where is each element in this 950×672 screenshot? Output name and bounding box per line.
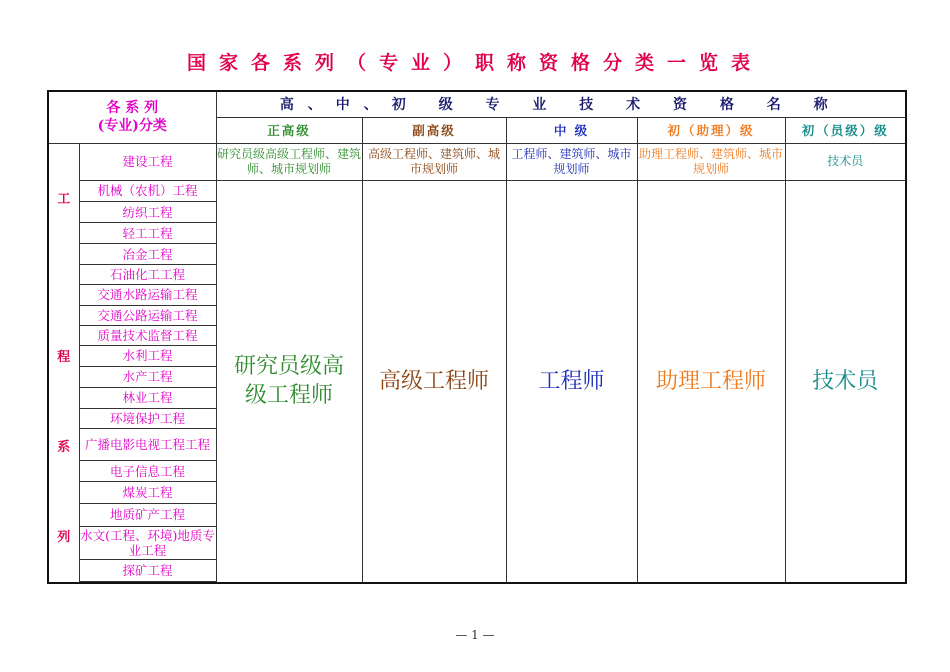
first-row-intermediate: 工程师、建筑师、城市规划师 [506, 143, 637, 180]
first-row-senior: 研究员级高级工程师、建筑师、城市规划师 [216, 143, 362, 180]
blank-cell [79, 581, 216, 583]
series-header [48, 91, 216, 143]
major-name: 电子信息工程 [79, 461, 216, 482]
page-number: — 1 — [455, 628, 495, 642]
side-label-char: 工 [57, 191, 71, 207]
engineering-series-label [48, 143, 79, 583]
major-name: 机械（农机）工程 [79, 180, 216, 201]
major-name: 交通公路运输工程 [79, 305, 216, 325]
side-label-char: 系 [57, 439, 71, 455]
major-name: 石油化工工程 [79, 265, 216, 285]
major-name: 水文(工程、环境)地质专业工程 [80, 527, 215, 558]
level-header-senior: 正高级 [216, 117, 362, 143]
level-header-assistant: 初（助理）级 [637, 117, 785, 143]
major-name: 环境保护工程 [79, 408, 216, 428]
major-name: 广播电影电视工程工程 [79, 429, 216, 461]
first-row-junior: 技术员 [785, 143, 906, 180]
first-row-vice-senior: 高级工程师、建筑师、城市规划师 [362, 143, 506, 180]
major-name: 煤炭工程 [79, 482, 216, 504]
level-header-vice-senior: 副高级 [362, 117, 506, 143]
table-row [48, 180, 906, 201]
major-name: 交通水路运输工程 [79, 285, 216, 305]
major-name: 水利工程 [79, 345, 216, 366]
big-title-vice-senior: 高级工程师 [362, 180, 506, 583]
page-title: 国家各系列（专业）职称资格分类一览表 [186, 52, 763, 74]
major-name: 冶金工程 [79, 244, 216, 265]
first-row-assistant: 助理工程师、建筑师、城市规划师 [637, 143, 785, 180]
major-name: 地质矿产工程 [79, 504, 216, 526]
major-name: 探矿工程 [79, 559, 216, 581]
major-name: 林业工程 [79, 387, 216, 408]
level-header-intermediate: 中 级 [506, 117, 637, 143]
big-title-junior: 技术员 [785, 180, 906, 583]
major-name: 水产工程 [79, 366, 216, 387]
series-header-line2: (专业)分类 [97, 118, 167, 135]
big-title-assistant: 助理工程师 [637, 180, 785, 583]
major-name: 纺织工程 [79, 202, 216, 223]
side-label-char: 列 [57, 529, 71, 545]
series-header-line1: 各 系 列 [106, 100, 159, 117]
level-header-junior: 初（员级）级 [785, 117, 906, 143]
side-label-char: 程 [57, 349, 71, 365]
qualification-table [47, 90, 907, 584]
qualification-header: 高、中、初 级 专 业 技 术 资 格 名 称 [216, 91, 906, 117]
major-name: 质量技术监督工程 [79, 325, 216, 345]
big-title-intermediate: 工程师 [506, 180, 637, 583]
major-name: 轻工工程 [79, 223, 216, 244]
big-title-senior: 研究员级高级工程师 [216, 180, 362, 583]
major-name: 建设工程 [79, 143, 216, 180]
